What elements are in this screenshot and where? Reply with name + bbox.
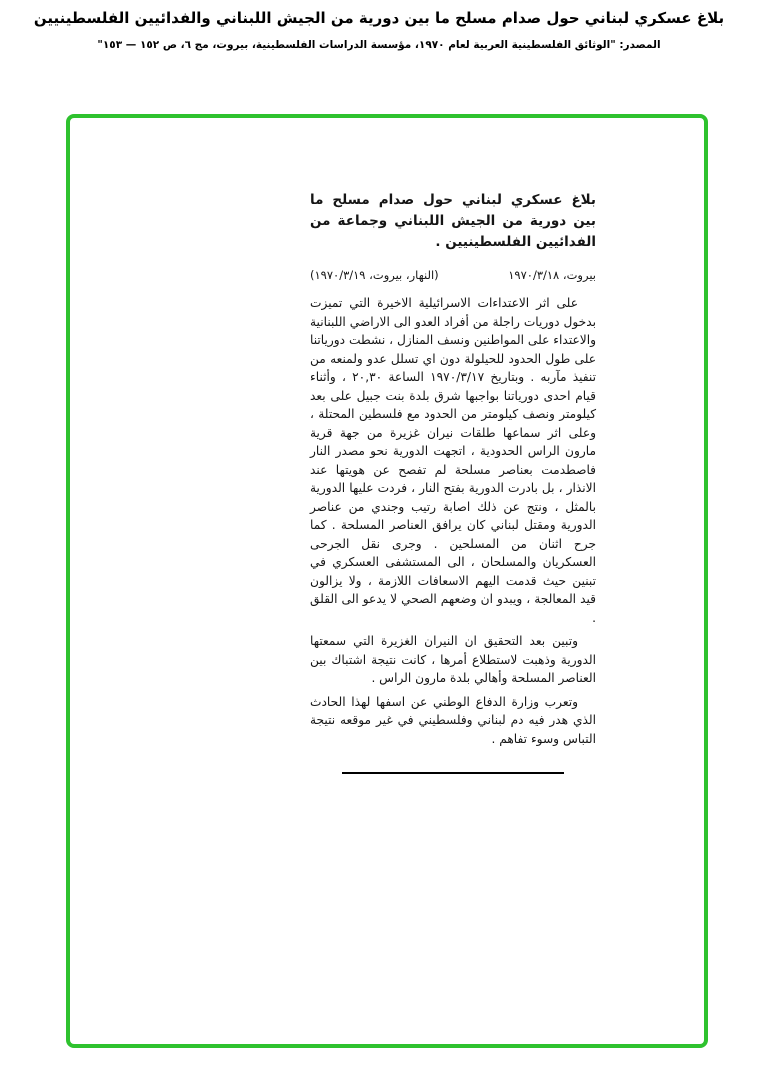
end-rule-divider (342, 772, 564, 774)
document-body (310, 294, 596, 748)
document-text-column (310, 190, 596, 774)
page-header (0, 7, 758, 51)
dateline (310, 268, 596, 282)
paragraph: وتعرب وزارة الدفاع الوطني عن اسفها لهذا الحادث الذي هدر فيه دم لبناني وفلسطيني في غير موقعه نتيجة التباس وسوء تفاهم . (310, 694, 596, 746)
document-heading: بلاغ عسكري لبناني حول صدام مسلح ما بين دورية من الجيش اللبناني وجماعة من الفدائيين الفلسطينيين . (310, 192, 596, 250)
paragraph: وتبين بعد التحقيق ان النيران الغزيرة التي سمعتها الدورية وذهبت لاستطلاع أمرها ، كانت نتيجة اشتباك بين العناصر المسلحة وأهالي بلدة مارون الراس . (310, 634, 596, 685)
source-citation: المصدر: "الوثائق الفلسطينية العربية لعام ١٩٧٠، مؤسسة الدراسات الفلسطينية، بيروت، مج ٦، ص ١٥٢ — ١٥٣" (97, 39, 661, 51)
page-title: بلاغ عسكري لبناني حول صدام مسلح ما بين دورية من الجيش اللبناني والفدائيين الفلسطينيين (33, 9, 725, 27)
dateline-place-date: بيروت، ١٩٧٠/٣/١٨ (508, 268, 596, 282)
paragraph: على اثر الاعتداءات الاسرائيلية الاخيرة التي تميزت بدخول دوريات راجلة من أفراد العدو الى الاراضي اللبنانية والاعتداء على المواطنين ونسف المنازل ، نشطت دورياتنا على طول الحدود للحيلولة دون اي تسلل عدو ولمنعه من تنفيذ مآربه . وبتاريخ ١٩٧٠/٣/١٧ الساعة ٢٠,٣٠ ، وأثناء قيام احدى دورياتنا بواجبها شرق بلدة بنت جبيل على بعد كيلومتر ونصف كيلومتر من الحدود مع فلسطين المحتلة ، وعلى اثر سماعها طلقات نيران غزيرة من جهة قرية مارون الراس الحدودية ، اتجهت الدورية نحو مصدر النار فاصطدمت بعناصر مسلحة لم تفصح عن هويتها عند الانذار ، بل بادرت الدورية بفتح النار ، فردت عليها الدورية بالمثل ، ونتج عن ذلك اصابة رتيب وجندي من عناصر الدورية ومقتل لبناني كان يرافق العناصر المسلحة . كما جرح اثنان من المسلحين . وجرى نقل الجرحى العسكريان والمسلحان ، الى المستشفى العسكري في تبنين حيث قدمت اليهم الاسعافات اللازمة ، ولا يزالون قيد المعالجة ، ويبدو ان وضعهم الصحي لا يدعو الى القلق . (310, 296, 596, 625)
dateline-newspaper-source: (النهار، بيروت، ١٩٧٠/٣/١٩) (310, 268, 439, 282)
scanned-document-frame (66, 114, 708, 1048)
